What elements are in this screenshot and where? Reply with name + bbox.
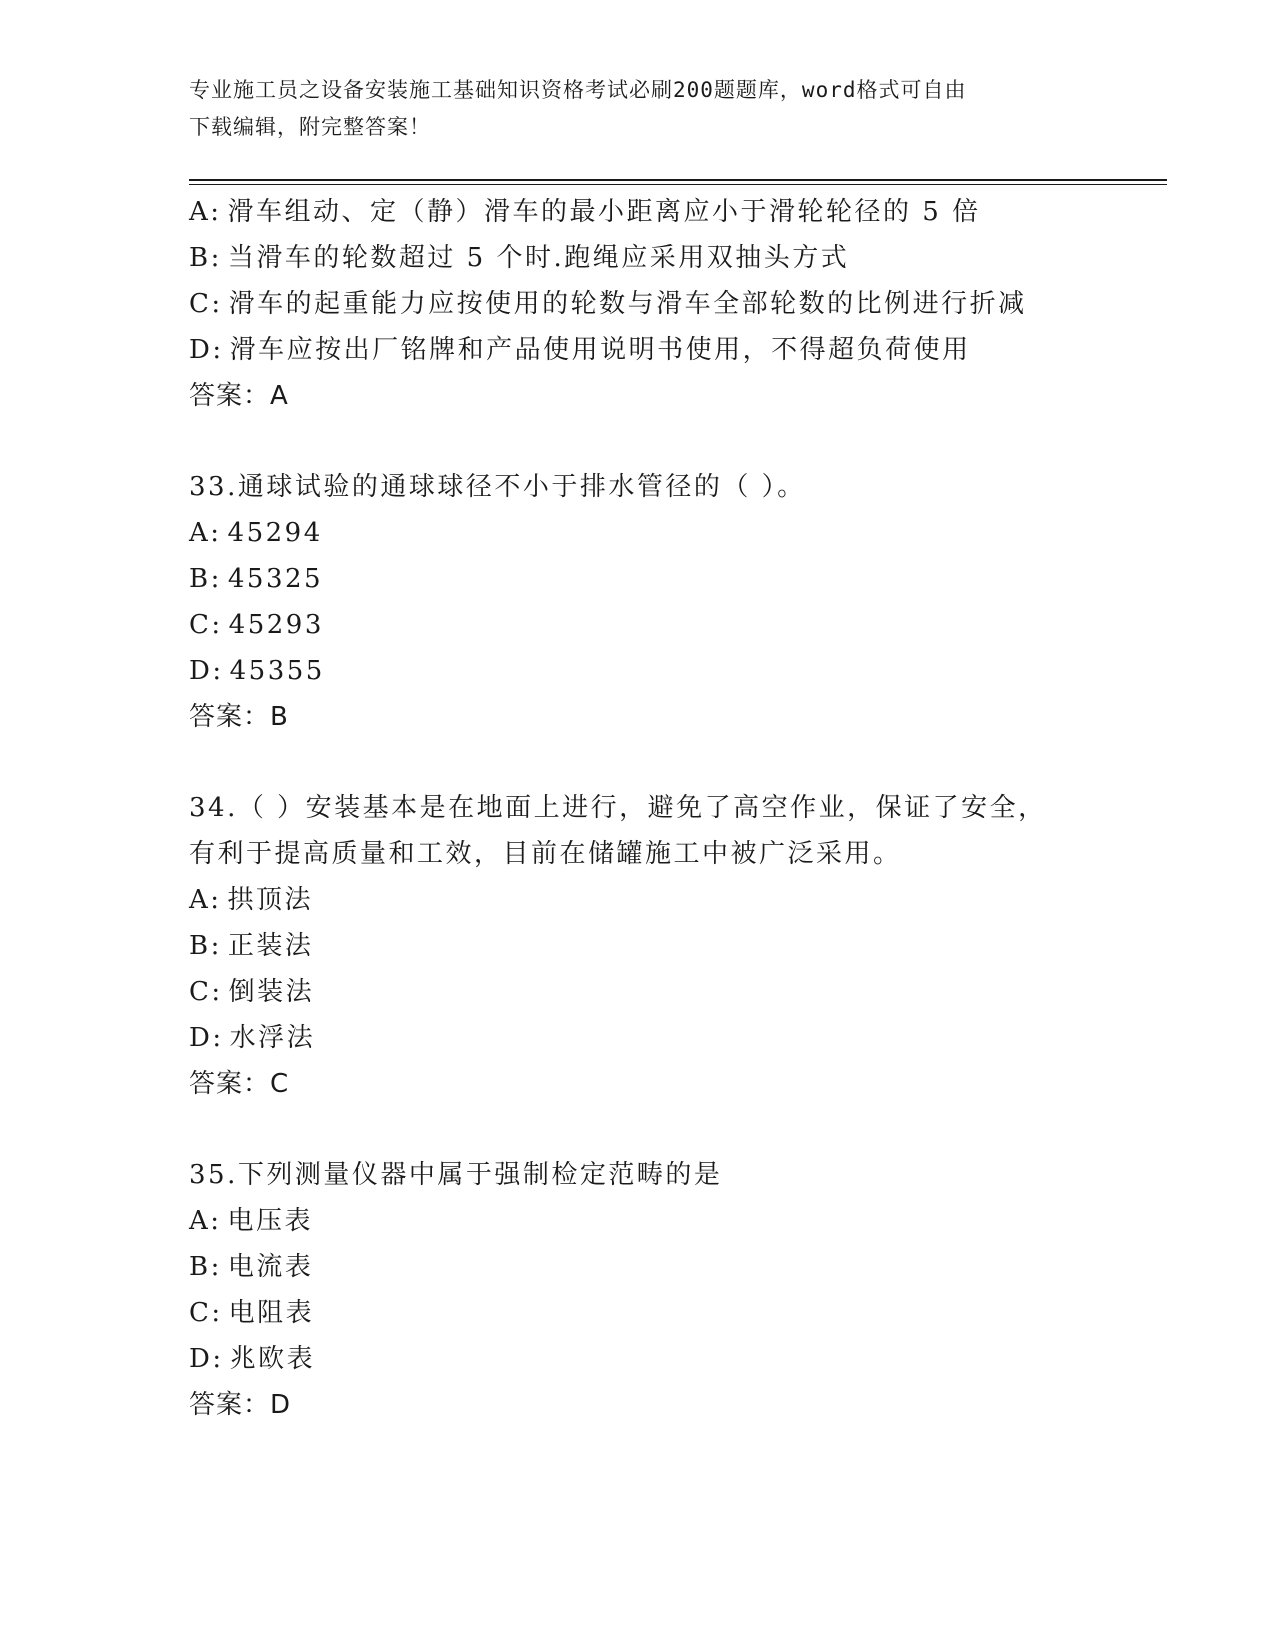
- option-c: [189, 602, 1089, 648]
- option-d: [189, 327, 1089, 373]
- option-a: [189, 1198, 1089, 1244]
- question-block: [189, 785, 1089, 1107]
- header-title-line-2: 下载编辑，附完整答案！: [189, 115, 431, 139]
- question-stem: 34.（ ）安装基本是在地面上进行，避免了高空作业，保证了安全，: [189, 793, 1047, 823]
- option-d: [189, 1015, 1089, 1061]
- option-a: [189, 189, 1089, 235]
- answer-line: 答案：D: [189, 1390, 292, 1420]
- option-letter: A:: [189, 197, 222, 227]
- question-block: [189, 189, 1089, 419]
- option-text: 45293: [228, 610, 324, 640]
- option-b: [189, 923, 1089, 969]
- option-text: 当滑车的轮数超过 5 个时.跑绳应采用双抽头方式: [227, 243, 850, 273]
- option-b: [189, 1244, 1089, 1290]
- option-b: [189, 556, 1089, 602]
- option-letter: C:: [189, 289, 223, 319]
- option-text: 电阻表: [228, 1298, 315, 1328]
- document-header: [189, 72, 1069, 146]
- header-title-line-1: 专业施工员之设备安装施工基础知识资格考试必刷200题题库，word格式可自由: [189, 78, 967, 102]
- question-stem: 35.下列测量仪器中属于强制检定范畴的是: [189, 1160, 723, 1190]
- option-a: [189, 510, 1089, 556]
- option-text: 电流表: [227, 1252, 314, 1282]
- option-letter: A:: [189, 1206, 222, 1236]
- option-letter: D:: [189, 335, 224, 365]
- option-c: [189, 281, 1089, 327]
- option-c: [189, 1290, 1089, 1336]
- option-letter: B:: [189, 1252, 222, 1282]
- option-letter: B:: [189, 243, 222, 273]
- option-d: [189, 1336, 1089, 1382]
- option-letter: A:: [189, 885, 222, 915]
- option-text: 正装法: [227, 931, 314, 961]
- answer-line: 答案：C: [189, 1069, 290, 1099]
- option-letter: A:: [189, 518, 222, 548]
- header-divider-thick: [189, 179, 1167, 181]
- option-a: [189, 877, 1089, 923]
- option-letter: C:: [189, 1298, 223, 1328]
- question-block: [189, 1152, 1089, 1428]
- answer-line: 答案：A: [189, 381, 289, 411]
- question-block: [189, 464, 1089, 740]
- option-letter: D:: [189, 656, 224, 686]
- option-text: 滑车的起重能力应按使用的轮数与滑车全部轮数的比例进行折减: [228, 289, 1027, 319]
- option-text: 水浮法: [229, 1023, 316, 1053]
- option-text: 滑车组动、定（静）滑车的最小距离应小于滑轮轮径的 5 倍: [227, 197, 981, 227]
- option-letter: B:: [189, 564, 222, 594]
- option-letter: C:: [189, 610, 223, 640]
- question-stem-continued: 有利于提高质量和工效，目前在储罐施工中被广泛采用。: [189, 839, 902, 869]
- option-letter: B:: [189, 931, 222, 961]
- question-list: [189, 189, 1089, 1428]
- option-c: [189, 969, 1089, 1015]
- question-stem: 33.通球试验的通球球径不小于排水管径的（ ）。: [189, 472, 806, 502]
- option-text: 倒装法: [228, 977, 315, 1007]
- option-text: 滑车应按出厂铭牌和产品使用说明书使用，不得超负荷使用: [229, 335, 971, 365]
- option-letter: C:: [189, 977, 223, 1007]
- option-text: 45355: [229, 656, 325, 686]
- option-text: 拱顶法: [227, 885, 314, 915]
- option-letter: D:: [189, 1344, 224, 1374]
- option-text: 电压表: [227, 1206, 314, 1236]
- answer-line: 答案：B: [189, 702, 289, 732]
- header-divider-thin: [189, 184, 1167, 185]
- option-letter: D:: [189, 1023, 224, 1053]
- option-text: 45325: [227, 564, 324, 594]
- option-d: [189, 648, 1089, 694]
- option-text: 45294: [227, 518, 323, 548]
- option-text: 兆欧表: [229, 1344, 316, 1374]
- option-b: [189, 235, 1089, 281]
